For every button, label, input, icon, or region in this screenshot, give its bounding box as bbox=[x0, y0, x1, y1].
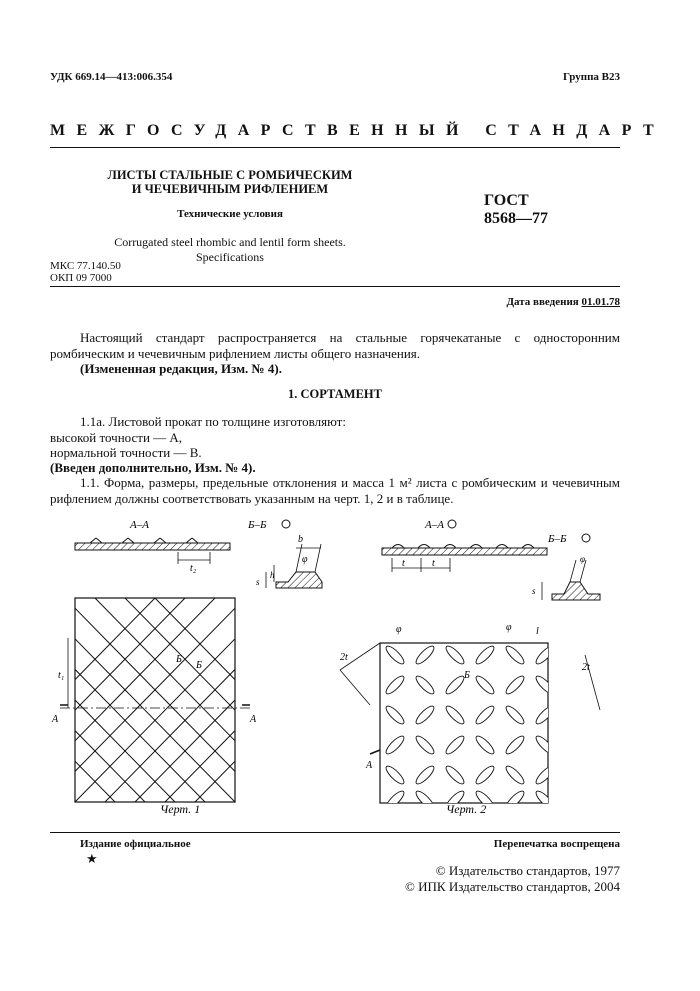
date-value: 01.01.78 bbox=[581, 296, 620, 308]
fig2-label-phi-2: φ bbox=[506, 622, 512, 633]
star-icon: ★ bbox=[86, 851, 98, 866]
fig2-section-aa bbox=[382, 519, 547, 572]
fig1-label-a-right: А bbox=[250, 714, 257, 725]
fig2-label-2t-right: 2t bbox=[582, 662, 590, 673]
fig1-label-t1: t₁ bbox=[58, 670, 65, 681]
classification-codes bbox=[50, 260, 121, 284]
fig2-label-2t-left: 2t bbox=[340, 652, 348, 663]
english-title-line-1: Corrugated steel rhombic and lentil form sheets. bbox=[114, 235, 346, 249]
document-subtitle: Технические условия bbox=[177, 208, 283, 220]
english-title bbox=[80, 235, 380, 265]
fig1-caption: Черт. 1 bbox=[160, 802, 201, 816]
fig1-label-s: s bbox=[256, 577, 260, 587]
english-title-line-2: Specifications bbox=[196, 250, 264, 264]
fig2-section-bb bbox=[532, 533, 600, 600]
standard-banner: МЕЖГОСУДАРСТВЕННЫЙ СТАНДАРТ bbox=[50, 122, 666, 139]
title-line-2: И ЧЕЧЕВИЧНЫМ РИФЛЕНИЕМ bbox=[131, 182, 329, 196]
fig1-label-b-section: Б bbox=[176, 654, 182, 665]
fig1-label-b: b bbox=[298, 534, 303, 545]
fig2-section-aa-label: А–А bbox=[425, 519, 444, 531]
okp-code: ОКП 09 7000 bbox=[50, 272, 112, 284]
fig2-label-l: l bbox=[536, 626, 539, 637]
group-code: Группа В23 bbox=[562, 71, 620, 83]
reprint-notice: Перепечатка воспрещена bbox=[493, 838, 620, 850]
official-edition: Издание официальное bbox=[80, 838, 191, 850]
fig1-label-a-left: А bbox=[52, 714, 59, 725]
fig1-label-h: h bbox=[270, 570, 275, 580]
fig1-section-aa bbox=[75, 519, 230, 574]
accuracy-normal: нормальной точности — В. bbox=[50, 445, 202, 460]
fig1-section-aa-label: А–А bbox=[130, 519, 149, 531]
fig2-label-t-1: t bbox=[402, 558, 405, 569]
document-title bbox=[80, 168, 380, 196]
fig2-section-bb-label: Б–Б bbox=[548, 533, 567, 545]
accuracy-high: высокой точности — А, bbox=[50, 430, 183, 445]
gost-number: 8568—77 bbox=[484, 210, 548, 227]
mks-code: МКС 77.140.50 bbox=[50, 260, 121, 272]
paragraph-1-1a: 1.1а. Листовой прокат по толщине изготовляют: bbox=[80, 414, 346, 429]
fig2-label-b: Б bbox=[464, 670, 470, 681]
intro-paragraph: Настоящий стандарт распространяется на стальные горячекатаные с односторонним ромбическим и чечевичным рифлением листы общего назначения. bbox=[50, 330, 620, 361]
fig1-section-bb bbox=[247, 519, 322, 588]
copyright-1977: © Издательство стандартов, 1977 bbox=[435, 863, 620, 878]
fig2-caption: Черт. 2 bbox=[446, 802, 487, 816]
fig2-label-s: s bbox=[532, 586, 536, 596]
gost-label: ГОСТ bbox=[484, 192, 529, 209]
banner-rule bbox=[50, 147, 620, 148]
effective-date bbox=[506, 296, 620, 308]
gost-designation bbox=[484, 192, 554, 228]
fig2-label-phi-detail: φ bbox=[580, 554, 585, 564]
udc-code: УДК 669.14—413:006.354 bbox=[50, 71, 173, 83]
section-heading: 1. СОРТАМЕНТ bbox=[288, 387, 382, 401]
codes-rule bbox=[50, 286, 620, 287]
paragraph-1-1: 1.1. Форма, размеры, предельные отклонения и масса 1 м² листа с ромбическим и чечевичным рифлением должны соответствовать указанным на черт. 1, 2 и в таблице. bbox=[50, 475, 620, 506]
copyright-2004: © ИПК Издательство стандартов, 2004 bbox=[405, 879, 620, 894]
fig1-rhombic-plate bbox=[40, 598, 395, 816]
title-line-1: ЛИСТЫ СТАЛЬНЫЕ С РОМБИЧЕСКИМ bbox=[107, 168, 353, 182]
date-label: Дата введения bbox=[506, 296, 579, 308]
fig2-label-t-2: t bbox=[432, 558, 435, 569]
fig1-section-bb-label: Б–Б bbox=[248, 519, 267, 531]
fig2-lentil-plate bbox=[340, 622, 600, 816]
fig2-label-a: А bbox=[366, 760, 373, 771]
paragraph-1-1a-amendment: (Введен дополнительно, Изм. № 4). bbox=[50, 460, 256, 475]
fig1-label-t2: t₂ bbox=[190, 563, 197, 574]
fig1-label-phi: φ bbox=[302, 554, 308, 565]
figures-drawing bbox=[40, 510, 640, 830]
fig2-label-phi-1: φ bbox=[396, 624, 402, 635]
intro-amendment: (Измененная редакция, Изм. № 4). bbox=[80, 361, 282, 376]
footer-rule bbox=[50, 832, 620, 833]
fig1-label-b-section-2: Б bbox=[196, 660, 202, 671]
